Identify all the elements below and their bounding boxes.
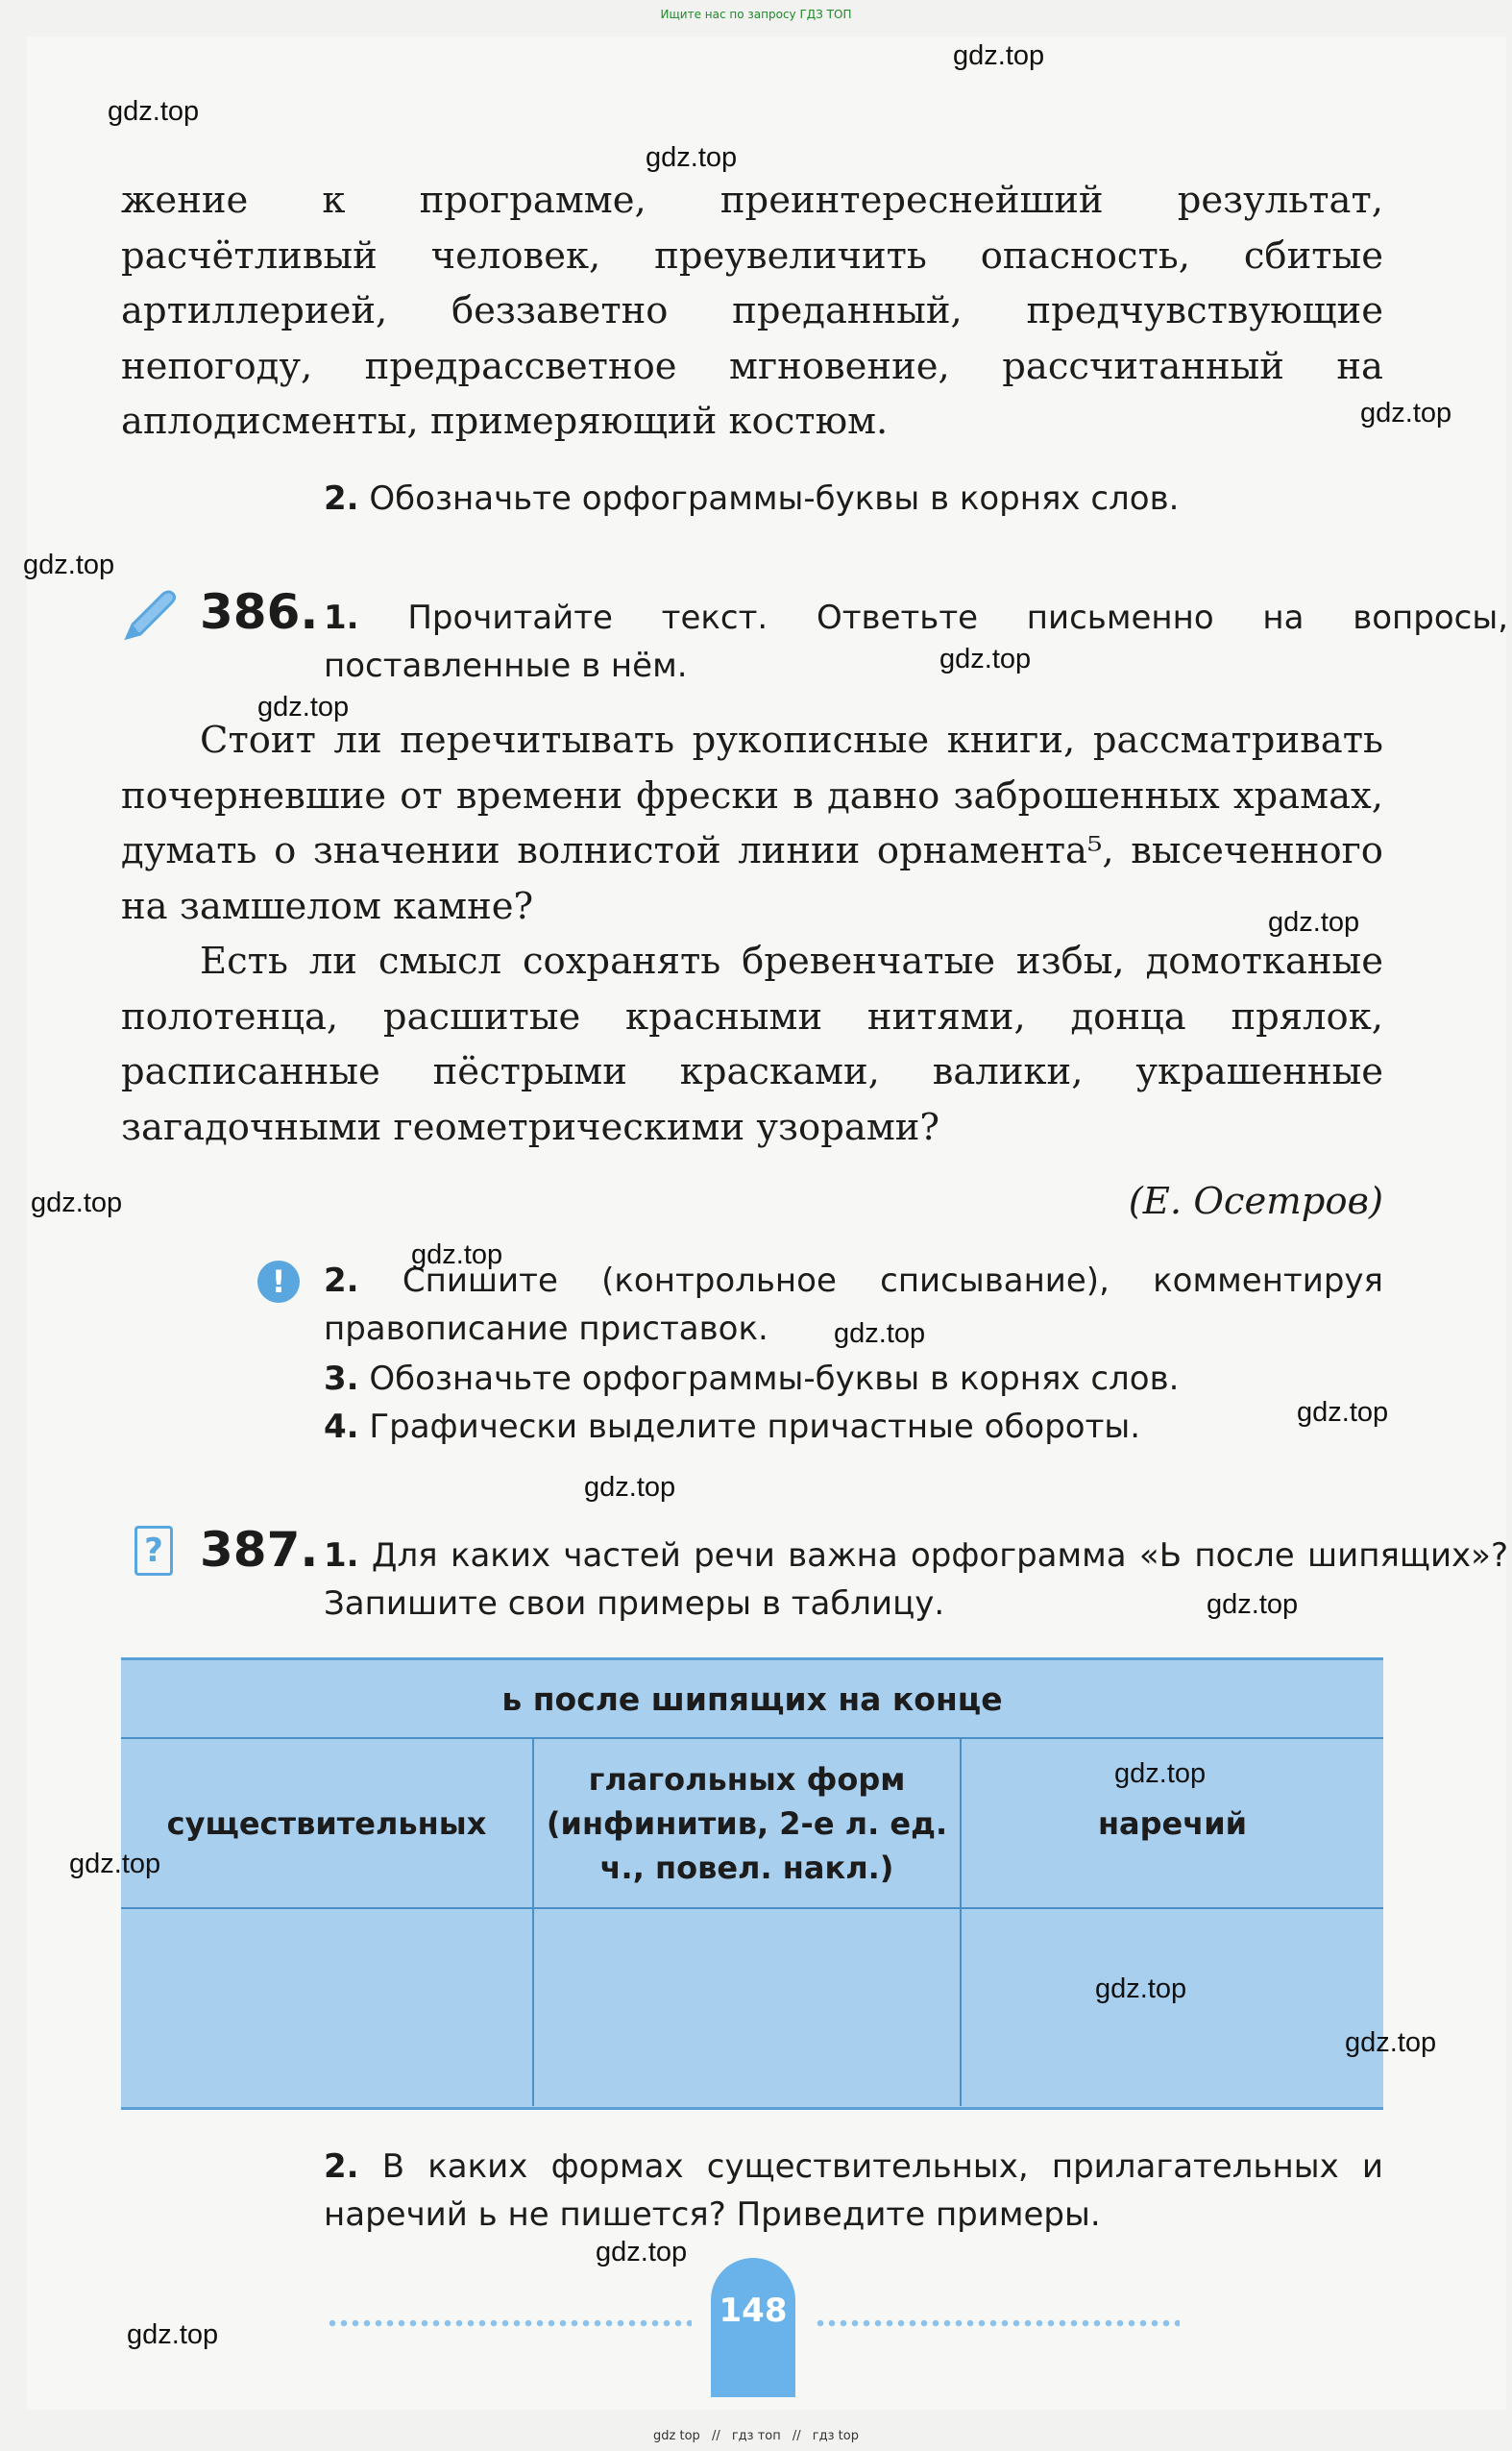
watermark: gdz.top xyxy=(1268,907,1360,938)
ex386-question-3 xyxy=(324,1355,1383,1403)
ex387-q1-text: Для каких частей речи важна орфограмма «Ь после шипящих»? Запишите свои примеры в таблицу. xyxy=(324,1536,1509,1623)
ex386-q4-text: Графически выделите причастные обороты. xyxy=(369,1408,1141,1446)
intro-task xyxy=(324,475,1179,523)
bottom-note-separator: // xyxy=(792,2429,801,2443)
ex386-q1-number: 1. xyxy=(324,599,359,637)
watermark: gdz.top xyxy=(23,550,115,580)
watermark: gdz.top xyxy=(1207,1589,1299,1620)
table-cell xyxy=(962,1909,1383,2106)
bottom-note-c: гдз top xyxy=(812,2429,859,2443)
dotted-line-left xyxy=(327,2318,692,2328)
watermark: gdz.top xyxy=(257,692,350,723)
table-empty-row xyxy=(121,1909,1383,2106)
ex387-q2-number: 2. xyxy=(324,2147,359,2186)
bottom-note-separator: // xyxy=(711,2429,720,2443)
ex386-text xyxy=(121,713,1383,1155)
watermark: gdz.top xyxy=(834,1318,926,1349)
watermark: gdz.top xyxy=(596,2237,688,2267)
watermark: gdz.top xyxy=(1297,1397,1389,1428)
exercise-386-number: 386. xyxy=(200,584,319,640)
intro-task-number: 2. xyxy=(324,479,359,518)
ex387-question-2 xyxy=(324,2143,1383,2239)
ex387-q1-number: 1. xyxy=(324,1536,359,1575)
watermark: gdz.top xyxy=(411,1239,503,1270)
watermark: gdz.top xyxy=(1114,1758,1207,1789)
intro-text: жение к программе, преинтереснейший результат, расчётливый человек, преувеличить опасность, сбитые артиллерией, беззаветно преданный, предчувствующие непогоду, предрассветное мгновение, рассчитанный на аплодисменты, примеряющий костюм. xyxy=(121,179,1383,443)
watermark: gdz.top xyxy=(127,2319,219,2350)
column-verb-forms: глагольных форм (инфинитив, 2-е л. ед. ч., повел. накл.) xyxy=(534,1739,962,1907)
exclamation-icon: ! xyxy=(257,1261,300,1303)
dotted-line-right xyxy=(815,2318,1180,2328)
watermark: gdz.top xyxy=(953,40,1045,71)
table-cell xyxy=(121,1909,534,2106)
ex386-q2-text: Спишите (контрольное списывание), комментируя правописание приставок. xyxy=(324,1262,1383,1348)
watermark: gdz.top xyxy=(939,644,1032,674)
watermark: gdz.top xyxy=(1345,2027,1437,2058)
watermark: gdz.top xyxy=(69,1849,161,1879)
ex386-q3-text: Обозначьте орфограммы-буквы в корнях слов. xyxy=(369,1360,1180,1398)
intro-task-text: Обозначьте орфограммы-буквы в корнях слов. xyxy=(369,479,1180,518)
column-nouns: существительных xyxy=(121,1739,534,1907)
ex386-paragraph-1: Стоит ли перечитывать рукописные книги, рассматривать почерневшие от времени фрески в давно заброшенных храмах, думать о значении волнистой линии орнамента⁵, высеченного на замшелом камне? xyxy=(121,719,1383,928)
watermark: gdz.top xyxy=(108,96,200,127)
intro-paragraph xyxy=(121,173,1383,450)
watermark: gdz.top xyxy=(1360,398,1452,429)
table-header: ь после шипящих на конце xyxy=(121,1660,1383,1739)
page-number: 148 xyxy=(711,2258,795,2397)
bottom-note-b: гдз топ xyxy=(731,2429,781,2443)
author: (Е. Осетров) xyxy=(1128,1180,1383,1223)
exercise-386-question-1 xyxy=(199,594,1508,690)
question-icon: ? xyxy=(134,1526,173,1576)
top-note: Ищите нас по запросу ГДЗ ТОП xyxy=(660,8,852,21)
watermark: gdz.top xyxy=(31,1188,123,1218)
pencil-icon xyxy=(119,586,179,646)
bottom-note xyxy=(0,2429,1512,2443)
ex386-q3-number: 3. xyxy=(324,1360,359,1398)
column-adverbs: наречий xyxy=(1097,1804,1248,1842)
ex387-question-1 xyxy=(199,1532,1508,1628)
exercise-387-number: 387. xyxy=(200,1522,319,1578)
ex386-paragraph-2: Есть ли смысл сохранять бревенчатые избы, домотканые полотенца, расшитые красными нитями, донца прялок, расписанные пёстрыми красками, валики, украшенные загадочными геометрическими узорами? xyxy=(121,940,1383,1149)
ex386-q2-number: 2. xyxy=(324,1262,359,1300)
ex386-q1-text: Прочитайте текст. Ответьте письменно на вопросы, поставленные в нём. xyxy=(324,599,1509,685)
bottom-note-a: gdz top xyxy=(653,2429,700,2443)
ex386-question-4 xyxy=(324,1403,1383,1451)
soft-sign-table xyxy=(121,1657,1383,2110)
ex386-q4-number: 4. xyxy=(324,1408,359,1446)
watermark: gdz.top xyxy=(646,142,738,173)
ex387-q2-text: В каких формах существительных, прилагательных и наречий ь не пишется? Приведите примеры. xyxy=(324,2147,1383,2234)
table-cell xyxy=(534,1909,962,2106)
watermark: gdz.top xyxy=(1095,1973,1187,2004)
watermark: gdz.top xyxy=(584,1472,676,1503)
